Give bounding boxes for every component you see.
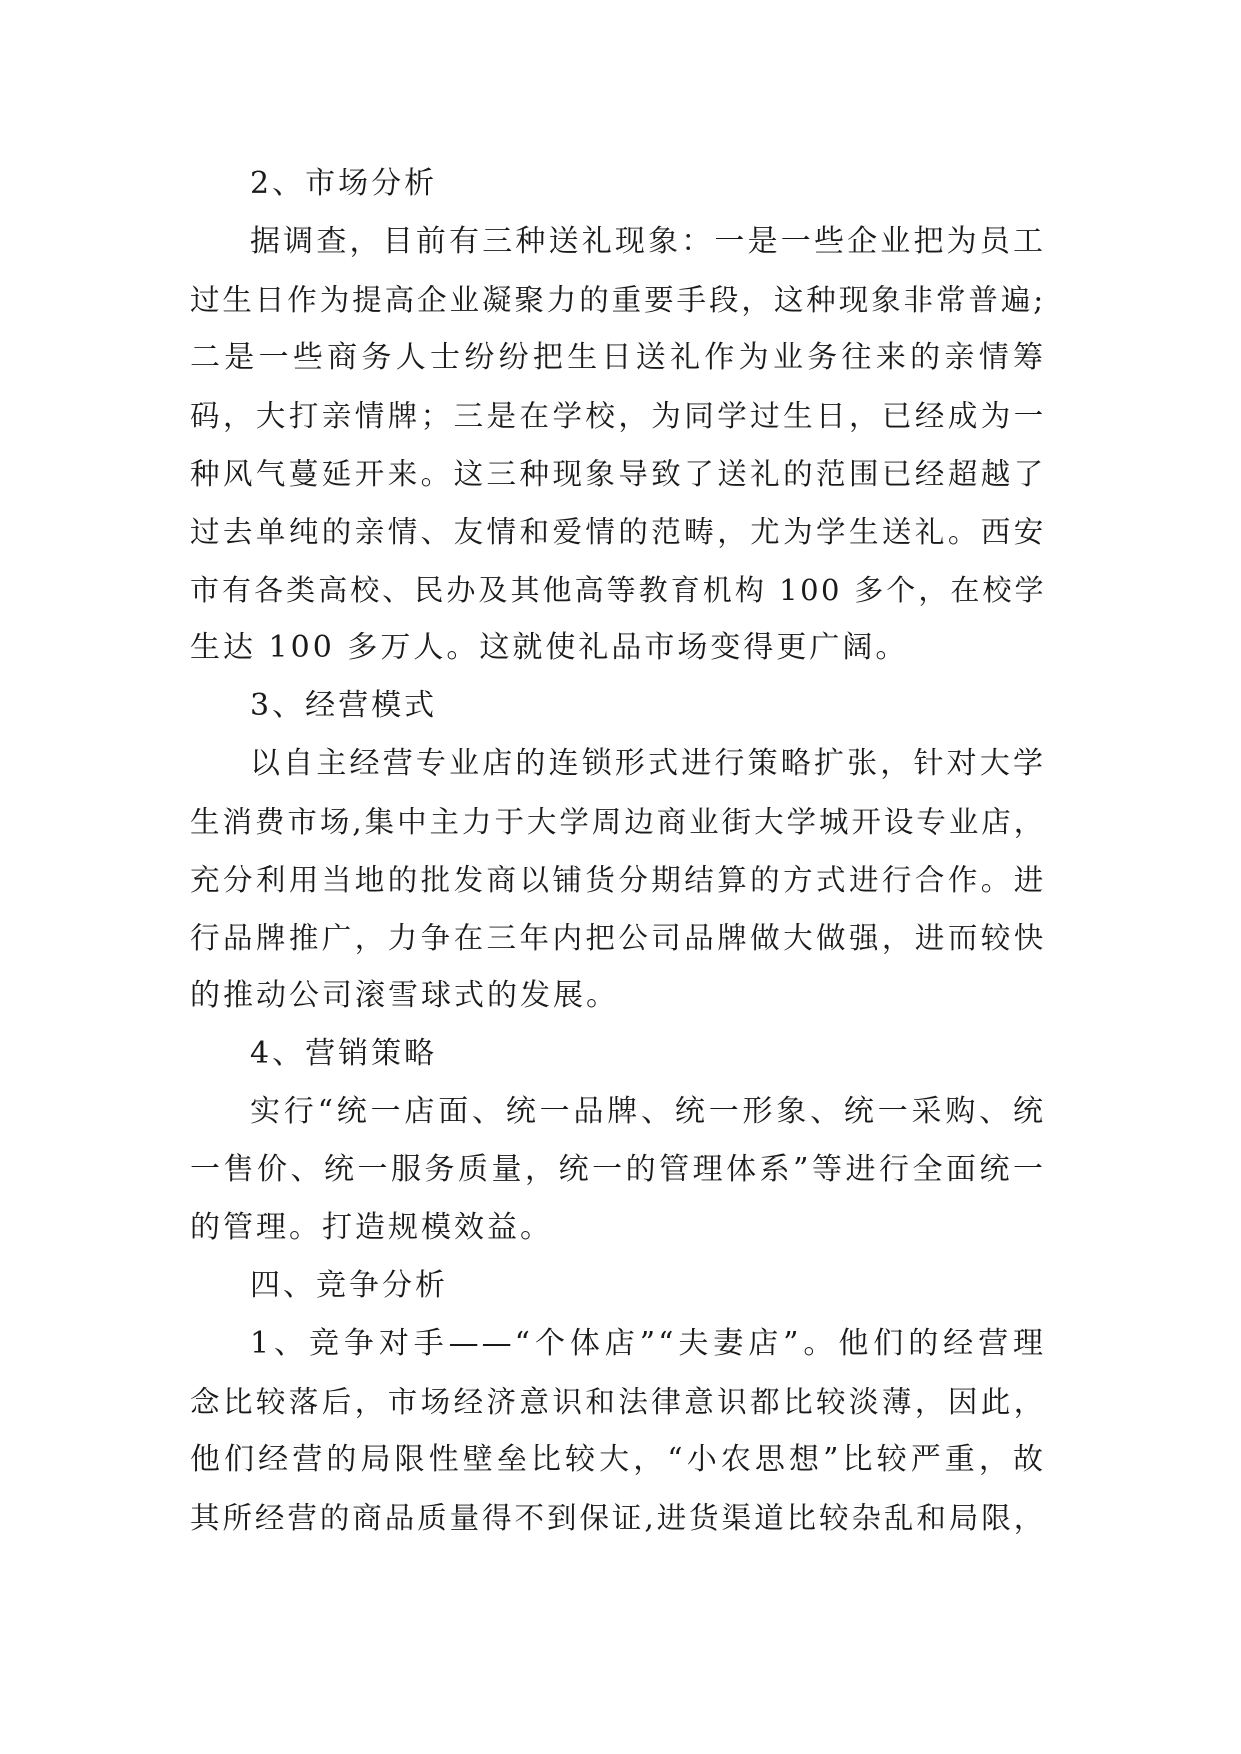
text-line: 行品牌推广，力争在三年内把公司品牌做大做强，进而较快 — [190, 921, 1046, 955]
text-line: 3、经营模式 — [250, 688, 438, 723]
text-line: 他们经营的局限性壁垒比较大，“小农思想”比较严重，故 — [190, 1442, 1046, 1477]
text-line: 充分利用当地的批发商以铺货分期结算的方式进行合作。进 — [190, 863, 1046, 897]
text-line: 生消费市场,集中主力于大学周边商业街大学城开设专业店， — [190, 805, 1046, 839]
text-line: 2、市场分析 — [250, 166, 438, 201]
text-line: 1、竞争对手——“个体店”“夫妻店”。他们的经营理 — [250, 1326, 1046, 1361]
text-line: 市有各类高校、民办及其他高等教育机构 100 多个，在校学 — [190, 573, 1046, 607]
text-line: 的管理。打造规模效益。 — [190, 1210, 553, 1245]
text-line: 二是一些商务人士纷纷把生日送礼作为业务往来的亲情筹 — [190, 340, 1046, 375]
text-line: 一售价、统一服务质量，统一的管理体系”等进行全面统一 — [190, 1152, 1046, 1187]
text-line: 种风气蔓延开来。这三种现象导致了送礼的范围已经超越了 — [190, 457, 1046, 491]
document-body — [190, 155, 1046, 1547]
text-line: 据调查，目前有三种送礼现象：一是一些企业把为员工 — [250, 224, 1046, 259]
text-line: 过去单纯的亲情、友情和爱情的范畴，尤为学生送礼。西安 — [190, 515, 1046, 549]
text-line: 念比较落后，市场经济意识和法律意识都比较淡薄，因此， — [190, 1385, 1046, 1419]
text-line: 生达 100 多万人。这就使礼品市场变得更广阔。 — [190, 630, 909, 665]
text-line: 的推动公司滚雪球式的发展。 — [190, 978, 619, 1013]
text-line: 码，大打亲情牌；三是在学校，为同学过生日，已经成为一 — [190, 399, 1046, 433]
text-line: 四、竞争分析 — [250, 1268, 448, 1303]
text-line: 实行“统一店面、统一品牌、统一形象、统一采购、统 — [250, 1094, 1046, 1129]
text-line: 4、营销策略 — [250, 1036, 438, 1071]
text-line: 其所经营的商品质量得不到保证,进货渠道比较杂乱和局限， — [190, 1501, 1046, 1535]
text-line: 以自主经营专业店的连锁形式进行策略扩张，针对大学 — [250, 746, 1046, 781]
text-line: 过生日作为提高企业凝聚力的重要手段，这种现象非常普遍; — [190, 283, 1046, 317]
